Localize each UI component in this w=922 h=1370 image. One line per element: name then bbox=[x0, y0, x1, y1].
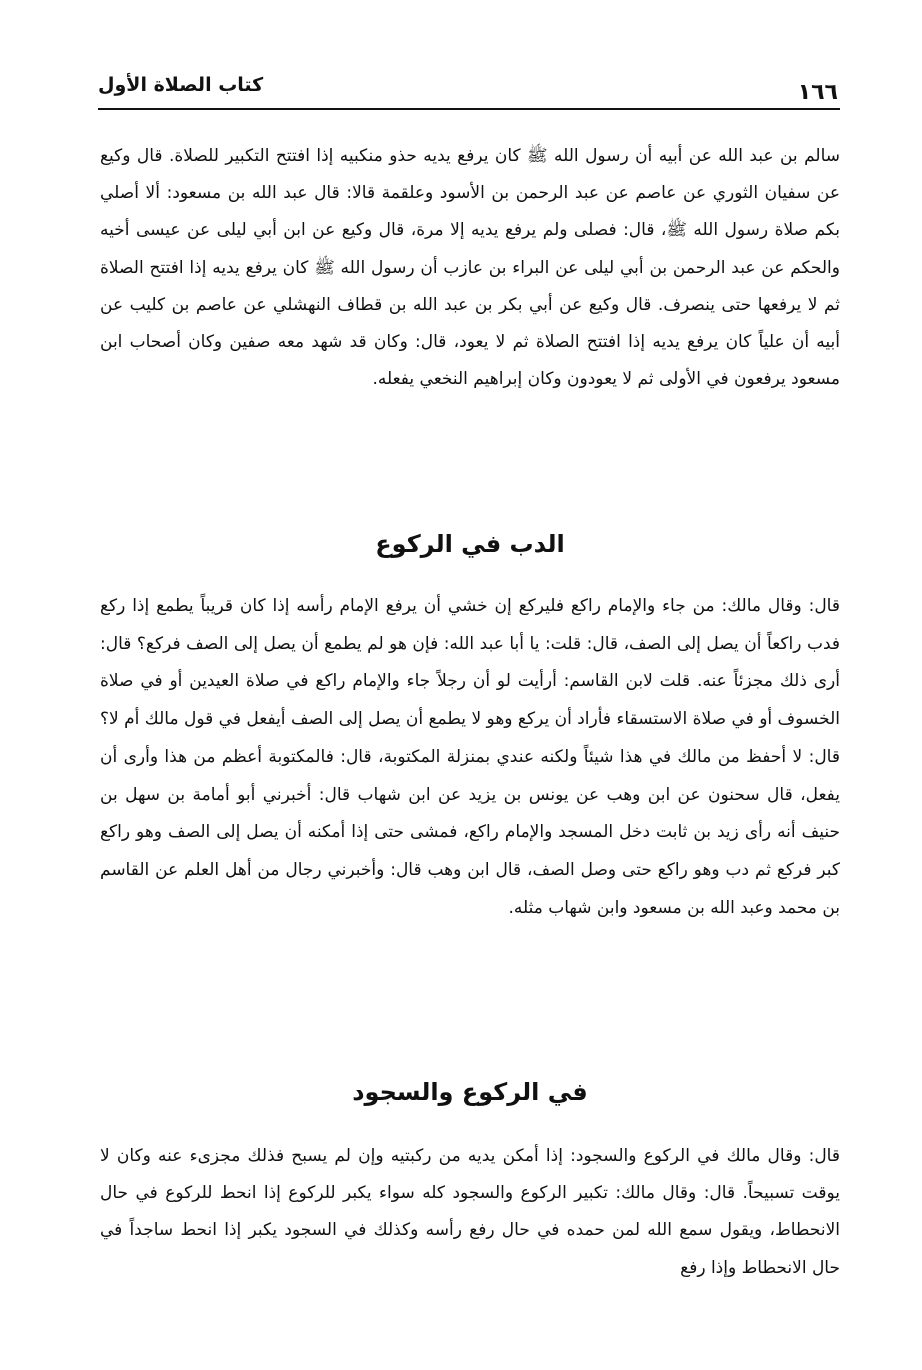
paragraph-continuation: سالم بن عبد الله عن أبيه أن رسول الله ﷺ كان يرفع يديه حذو منكبيه إذا افتتح التكبير للصلاة. قال وكيع عن سفيان الثوري عن عاصم عن عبد الرحمن بن الأسود وعلقمة قالا: قال عبد الله بن مسعود: ألا أصلي بكم صلاة رسول الله ﷺ، قال: فصلى ولم يرفع يديه إلا مرة، قال وكيع عن ابن أبي ليلى عن عيسى أخيه والحكم عن عبد الرحمن بن أبي ليلى عن البراء بن عازب أن رسول الله ﷺ كان يرفع يديه إذا افتتح الصلاة ثم لا يرفعها حتى ينصرف. قال وكيع عن أبي بكر بن عبد الله بن قطاف النهشلي عن عاصم بن كليب عن أبيه أن علياً كان يرفع يديه إذا افتتح الصلاة ثم لا يعود، قال: وكان قد شهد معه صفين وكان أصحاب ابن مسعود يرفعون في الأولى ثم لا يعودون وكان إبراهيم النخعي يفعله. bbox=[100, 146, 840, 390]
section-heading-ruku-sujud: في الركوع والسجود bbox=[352, 1078, 588, 1106]
paragraph-dab-fi-ruku: قال: وقال مالك: من جاء والإمام راكع فليركع إن خشي أن يرفع الإمام رأسه إذا كان قريباً يطمع إذا ركع فدب راكعاً أن يصل إلى الصف، قال: قلت: يا أبا عبد الله: فإن هو لم يطمع أن يصل إلى الصف فركع؟ قال: أرى ذلك مجزئاً عنه. قلت لابن القاسم: أرأيت لو أن رجلاً جاء والإمام راكع في صلاة العيدين أو في صلاة الخسوف أو في صلاة الاستسقاء فأراد أن يركع وهو لا يطمع أن يصل إلى الصف أيفعل في قول مالك أم لا؟ قال: لا أحفظ من مالك في هذا شيئاً ولكنه عندي بمنزلة المكتوبة، قال: فالمكتوبة أعظم من هذا وأرى أن يفعل، قال سحنون عن ابن وهب عن يونس بن يزيد عن ابن شهاب قال: أخبرني أبو أمامة بن سهل بن حنيف أنه رأى زيد بن ثابت دخل المسجد والإمام راكع، فمشى حتى إذا أمكنه أن يصل إلى الصف وهو راكع كبر فركع ثم دب وهو راكع حتى وصل الصف، قال ابن وهب قال: وأخبرني رجال من أهل العلم عن القاسم بن محمد وعبد الله بن مسعود وابن شهاب مثله. bbox=[100, 596, 840, 918]
page-number: ١٦٦ bbox=[797, 80, 838, 105]
header-rule bbox=[98, 108, 840, 110]
book-title: كتاب الصلاة الأول bbox=[98, 74, 264, 96]
section-heading-dab-fi-ruku: الدب في الركوع bbox=[375, 530, 565, 558]
paragraph-ruku-sujud: قال: وقال مالك في الركوع والسجود: إذا أمكن يديه من ركبتيه وإن لم يسبح فذلك مجزىء عنه وكان لا يوقت تسبيحاً. قال: وقال مالك: تكبير الركوع والسجود كله سواء يكبر للركوع إذا انحط للركوع في حال الانحطاط، ويقول سمع الله لمن حمده في حال رفع رأسه وكذلك في السجود يكبر إذا انحط ساجداً في حال الانحطاط وإذا رفع bbox=[100, 1146, 840, 1278]
running-header bbox=[98, 70, 838, 110]
